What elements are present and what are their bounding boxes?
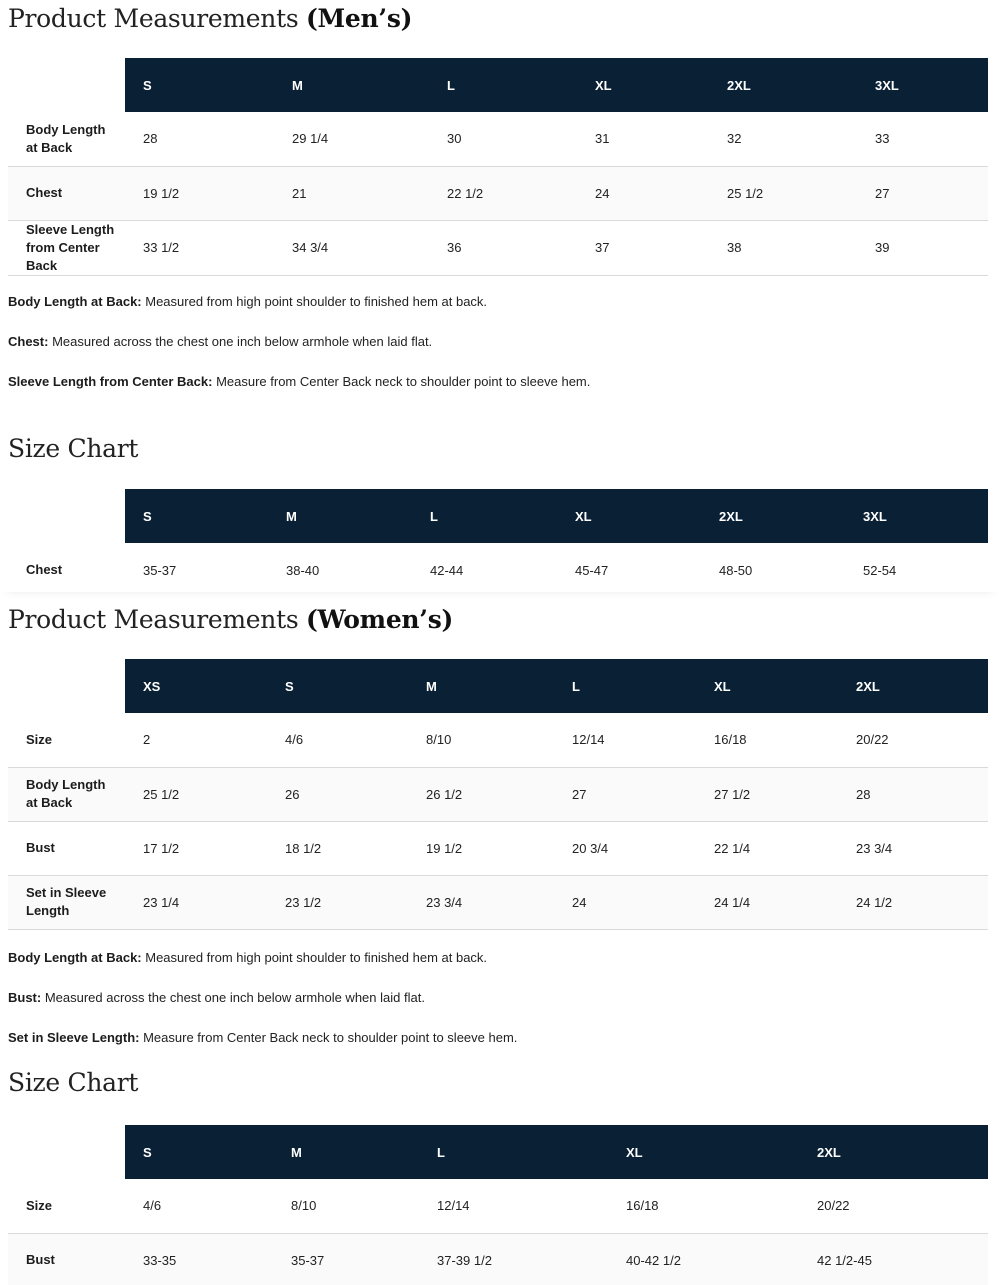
table-corner-cell bbox=[8, 1125, 125, 1179]
table-cell: 27 bbox=[857, 166, 988, 220]
table-row bbox=[8, 112, 988, 166]
table-cell: 24 bbox=[554, 875, 696, 929]
size-header: XS bbox=[125, 659, 267, 713]
table-cell: 20/22 bbox=[838, 713, 988, 767]
size-header: S bbox=[125, 1125, 273, 1179]
table-cell: 16/18 bbox=[696, 713, 838, 767]
measurement-note: Body Length at Back: Measured from high point shoulder to finished hem at back. bbox=[8, 294, 488, 309]
table-cell: 4/6 bbox=[125, 1179, 273, 1233]
table-cell: 29 1/4 bbox=[274, 112, 429, 166]
mens-size-chart-section bbox=[0, 430, 1000, 592]
size-header: L bbox=[429, 58, 577, 112]
measurement-note: Set in Sleeve Length: Measure from Center Back neck to shoulder point to sleeve hem. bbox=[8, 1030, 518, 1045]
size-header: XL bbox=[608, 1125, 799, 1179]
measurement-note: Bust: Measured across the chest one inch below armhole when laid flat. bbox=[8, 990, 425, 1005]
row-label: Bust bbox=[8, 821, 125, 875]
table-cell: 42-44 bbox=[430, 562, 464, 578]
table-cell: 28 bbox=[125, 112, 274, 166]
table-cell: 28 bbox=[838, 767, 988, 821]
row-label: Body Length at Back bbox=[8, 112, 125, 166]
table-cell: 27 1/2 bbox=[696, 767, 838, 821]
measurement-note: Chest: Measured across the chest one inch below armhole when laid flat. bbox=[8, 334, 433, 349]
row-label: Size bbox=[8, 713, 125, 767]
table-cell: 18 1/2 bbox=[267, 821, 408, 875]
table-row bbox=[8, 767, 988, 821]
table-cell: 45-47 bbox=[575, 562, 609, 578]
table-cell: 12/14 bbox=[554, 713, 696, 767]
row-label: Sleeve Length from Center Back bbox=[8, 220, 125, 275]
womens-measurements-title: Product Measurements (Women’s) bbox=[8, 605, 454, 634]
table-row bbox=[8, 1233, 988, 1285]
table-cell: 24 1/4 bbox=[696, 875, 838, 929]
size-header: XL bbox=[577, 58, 709, 112]
table-cell: 37 bbox=[577, 220, 709, 275]
size-header: 2XL bbox=[838, 659, 988, 713]
mens-size-chart-title: Size Chart bbox=[8, 434, 139, 463]
table-cell: 25 1/2 bbox=[709, 166, 857, 220]
table-header-row bbox=[8, 58, 988, 112]
table-cell: 35-37 bbox=[273, 1233, 419, 1285]
table-row bbox=[8, 875, 988, 929]
table-cell: 20 3/4 bbox=[554, 821, 696, 875]
table-cell: 40-42 1/2 bbox=[608, 1233, 799, 1285]
table-cell: 12/14 bbox=[419, 1179, 608, 1233]
table-cell: 8/10 bbox=[273, 1179, 419, 1233]
table-cell: 34 3/4 bbox=[274, 220, 429, 275]
table-row bbox=[8, 713, 988, 767]
table-cell: 25 1/2 bbox=[125, 767, 267, 821]
size-header: S bbox=[125, 489, 268, 543]
table-cell: 26 bbox=[267, 767, 408, 821]
size-header: M bbox=[268, 489, 412, 543]
table-cell: 8/10 bbox=[408, 713, 554, 767]
table-cell: 21 bbox=[274, 166, 429, 220]
size-header: 3XL bbox=[845, 489, 988, 543]
table-row bbox=[8, 220, 988, 275]
table-cell: 30 bbox=[429, 112, 577, 166]
table-corner-cell bbox=[8, 489, 125, 543]
table-header-row bbox=[8, 489, 988, 543]
table-cell: 2 bbox=[125, 713, 267, 767]
measurement-note: Sleeve Length from Center Back: Measure from Center Back neck to shoulder point to sleeve hem. bbox=[8, 374, 591, 389]
mens-size-chart-table bbox=[8, 489, 988, 597]
size-header: M bbox=[274, 58, 429, 112]
womens-size-chart-title: Size Chart bbox=[8, 1068, 139, 1097]
table-cell: 22 1/4 bbox=[696, 821, 838, 875]
table-cell: 32 bbox=[709, 112, 857, 166]
row-label: Chest bbox=[8, 166, 125, 220]
table-cell: 19 1/2 bbox=[125, 166, 274, 220]
row-label: Set in Sleeve Length bbox=[8, 875, 125, 929]
table-cell: 4/6 bbox=[267, 713, 408, 767]
table-header-row bbox=[8, 1125, 988, 1179]
table-row bbox=[8, 1179, 988, 1233]
size-header: XL bbox=[696, 659, 838, 713]
row-label: Chest bbox=[26, 562, 63, 577]
womens-measurements-table bbox=[8, 659, 988, 930]
table-corner-cell bbox=[8, 659, 125, 713]
mens-measurements-table bbox=[8, 58, 988, 276]
table-cell: 33-35 bbox=[125, 1233, 273, 1285]
table-cell: 52-54 bbox=[863, 562, 897, 578]
table-cell: 23 3/4 bbox=[408, 875, 554, 929]
table-cell: 27 bbox=[554, 767, 696, 821]
table-cell: 36 bbox=[429, 220, 577, 275]
size-header: M bbox=[408, 659, 554, 713]
table-cell: 26 1/2 bbox=[408, 767, 554, 821]
table-cell: 23 1/2 bbox=[267, 875, 408, 929]
table-cell: 17 1/2 bbox=[125, 821, 267, 875]
mens-measurements-title: Product Measurements (Men’s) bbox=[8, 4, 413, 33]
size-header: 2XL bbox=[701, 489, 845, 543]
table-cell: 31 bbox=[577, 112, 709, 166]
table-cell: 42 1/2-45 bbox=[799, 1233, 988, 1285]
womens-size-chart-section bbox=[0, 1068, 1000, 1285]
table-cell: 24 bbox=[577, 166, 709, 220]
table-cell: 22 1/2 bbox=[429, 166, 577, 220]
size-header: 2XL bbox=[709, 58, 857, 112]
table-corner-cell bbox=[8, 58, 125, 112]
mens-measurements-section bbox=[0, 0, 1000, 410]
table-cell: 33 bbox=[857, 112, 988, 166]
row-label: Bust bbox=[8, 1233, 125, 1285]
size-header: 2XL bbox=[799, 1125, 988, 1179]
table-row bbox=[8, 166, 988, 220]
table-cell: 48-50 bbox=[719, 562, 753, 578]
row-label: Size bbox=[8, 1179, 125, 1233]
size-header: L bbox=[419, 1125, 608, 1179]
size-header: S bbox=[125, 58, 274, 112]
womens-size-chart-table bbox=[8, 1125, 988, 1285]
table-row bbox=[8, 821, 988, 875]
size-header: S bbox=[267, 659, 408, 713]
table-cell: 37-39 1/2 bbox=[419, 1233, 608, 1285]
size-header: M bbox=[273, 1125, 419, 1179]
table-cell: 24 1/2 bbox=[838, 875, 988, 929]
table-cell: 33 1/2 bbox=[125, 220, 274, 275]
table-cell: 35-37 bbox=[143, 562, 177, 578]
size-header: L bbox=[412, 489, 557, 543]
table-cell: 38-40 bbox=[286, 562, 320, 578]
table-cell: 19 1/2 bbox=[408, 821, 554, 875]
table-row bbox=[8, 543, 988, 597]
table-cell: 39 bbox=[857, 220, 988, 275]
table-cell: 23 3/4 bbox=[838, 821, 988, 875]
table-cell: 20/22 bbox=[799, 1179, 988, 1233]
size-header: L bbox=[554, 659, 696, 713]
row-label: Body Length at Back bbox=[8, 767, 125, 821]
table-header-row bbox=[8, 659, 988, 713]
table-cell: 23 1/4 bbox=[125, 875, 267, 929]
size-header: 3XL bbox=[857, 58, 988, 112]
measurement-note: Body Length at Back: Measured from high point shoulder to finished hem at back. bbox=[8, 950, 488, 965]
size-header: XL bbox=[557, 489, 701, 543]
womens-measurements-section bbox=[0, 602, 1000, 1057]
table-cell: 16/18 bbox=[608, 1179, 799, 1233]
table-cell: 38 bbox=[709, 220, 857, 275]
